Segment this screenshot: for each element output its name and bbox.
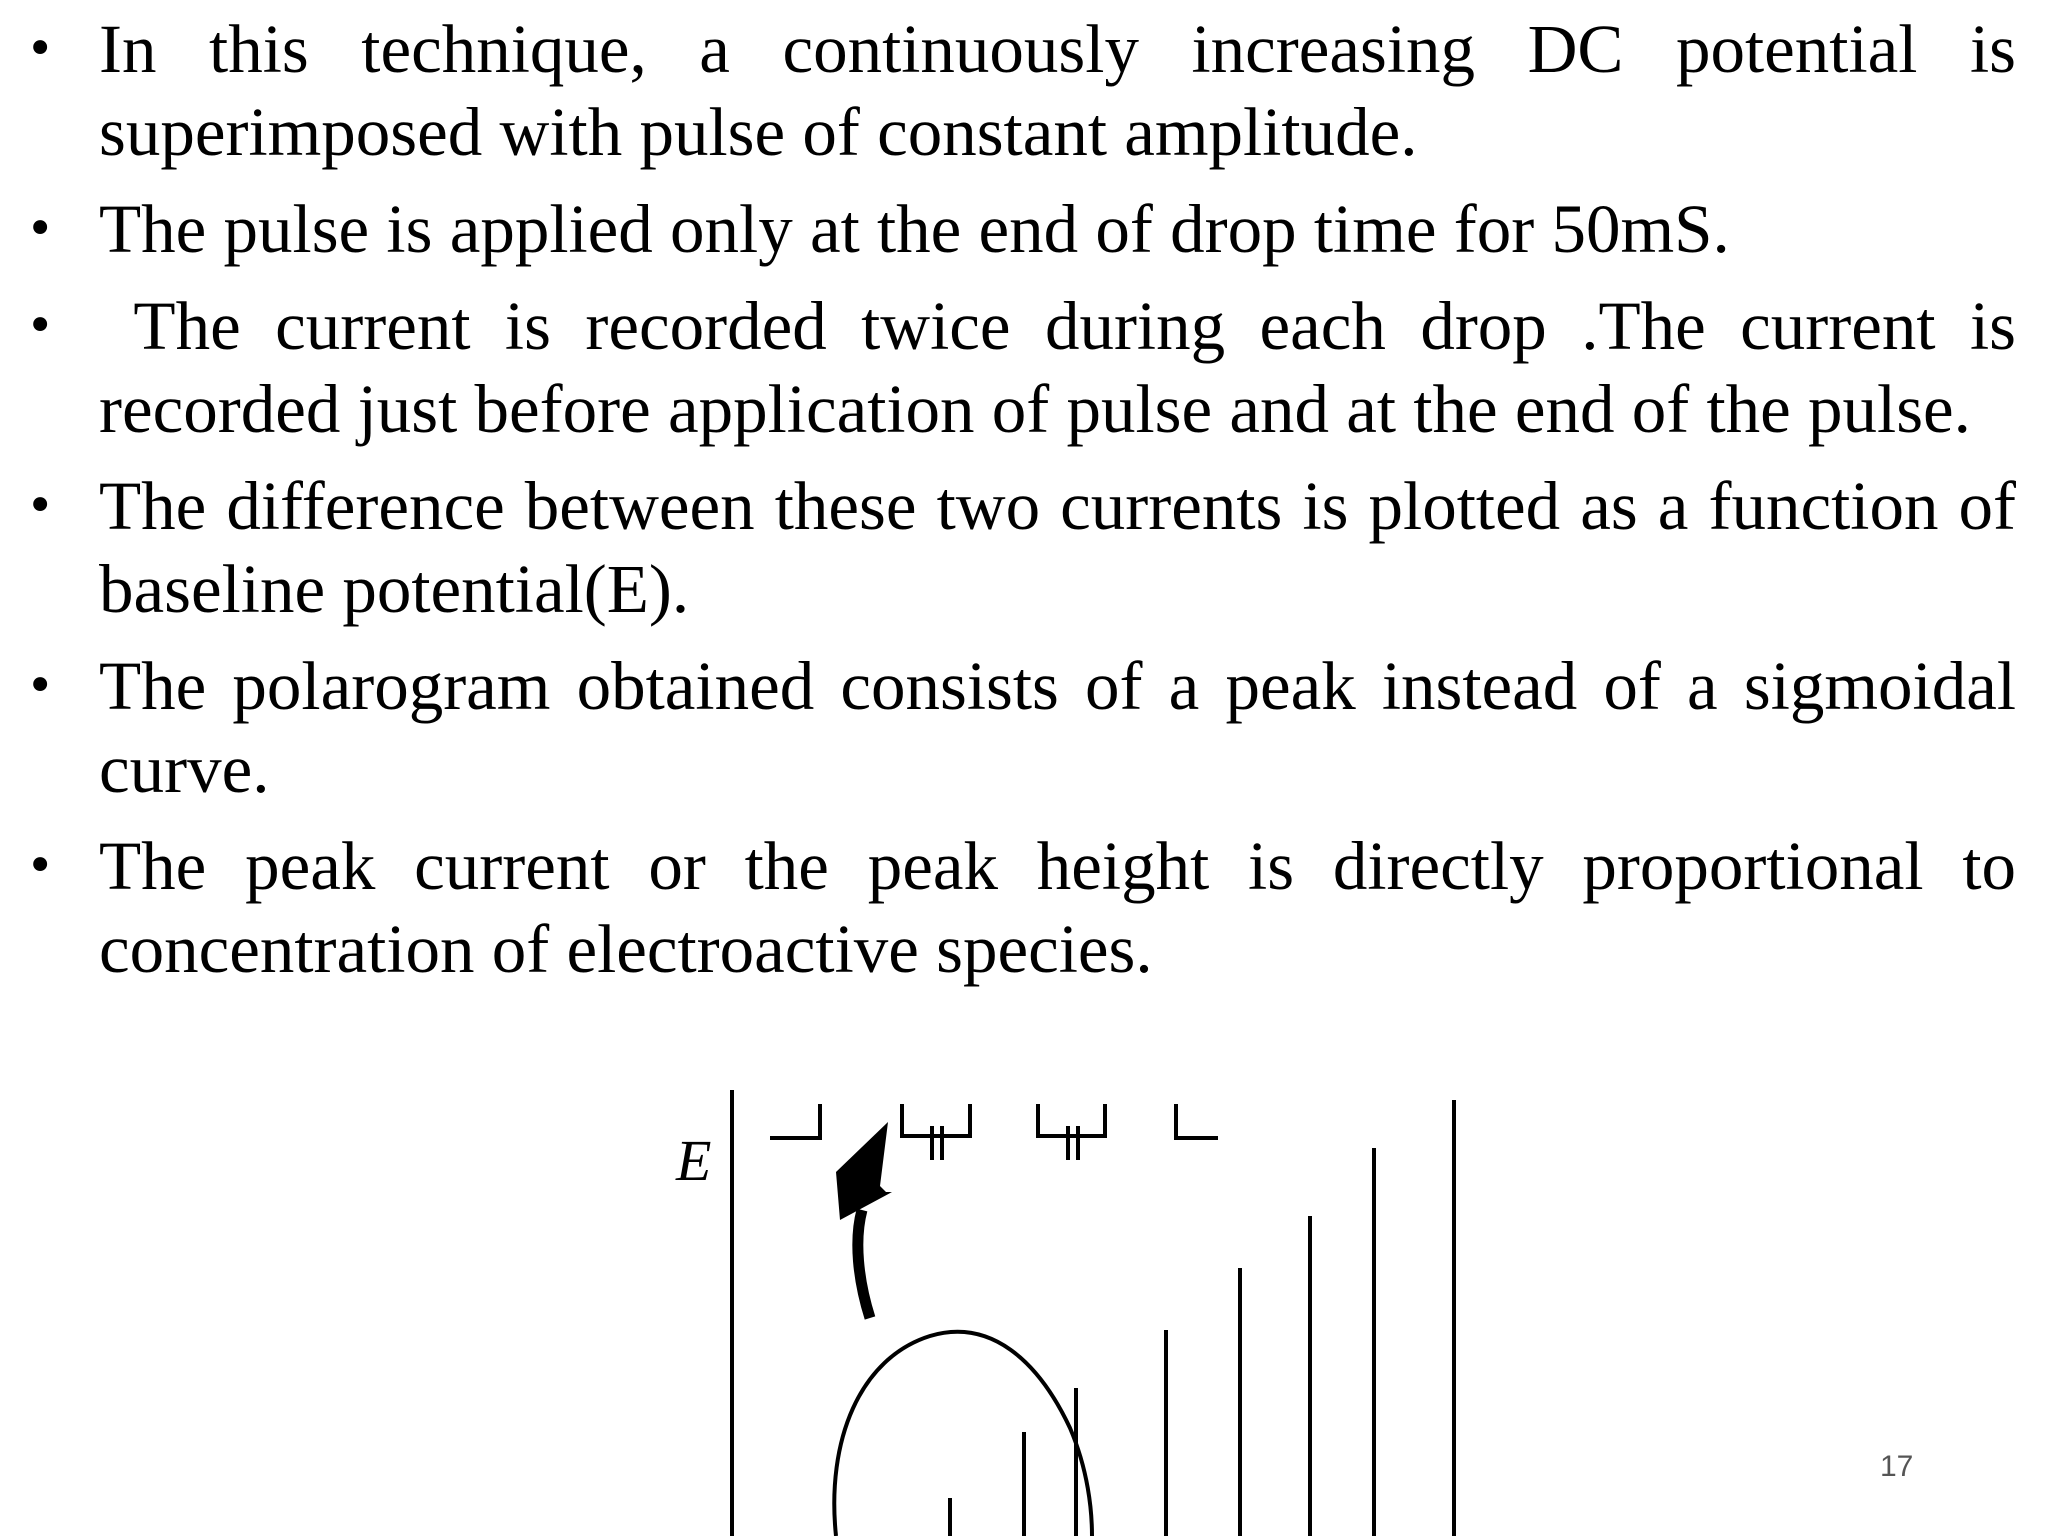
bullet-item-1	[0, 8, 2016, 174]
bullet-text: The peak current or the peak height is directly proportional to concentration of electroactive species.	[99, 828, 2016, 987]
mercury-drop-curve	[834, 1332, 1092, 1536]
bullet-text: In this technique, a continuously increasing DC potential is superimposed with pulse of constant amplitude.	[99, 11, 2016, 170]
potential-step-lines	[950, 1100, 1454, 1536]
pulse-waveform	[770, 1104, 1218, 1160]
bullet-dot: •	[26, 298, 55, 354]
bullet-text: The difference between these two currents is plotted as a function of baseline potential(E).	[99, 468, 2016, 627]
bullet-dot: •	[26, 478, 55, 534]
bullet-item-5	[0, 645, 2016, 811]
potential-axis-label: E	[676, 1128, 712, 1193]
bullet-dot: •	[26, 658, 55, 714]
bullet-text: The polarogram obtained consists of a peak instead of a sigmoidal curve.	[99, 648, 2016, 807]
bullet-dot: •	[26, 201, 55, 257]
pulse-polarography-diagram	[640, 1060, 1540, 1536]
bullet-dot: •	[26, 21, 55, 77]
bullet-item-6	[0, 825, 2016, 991]
bullet-dot: •	[26, 838, 55, 894]
bullet-item-3	[0, 285, 2034, 451]
bullet-item-2	[0, 188, 2016, 271]
bullet-text: The pulse is applied only at the end of drop time for 50mS.	[99, 191, 1730, 267]
bullet-item-4	[0, 465, 2016, 631]
page-number: 17	[1880, 1450, 1914, 1483]
drop-growth-arrow	[836, 1122, 892, 1318]
bullet-text: The current is recorded twice during each drop .The current is recorded just before application of pulse and at the end of the pulse.	[99, 288, 2034, 447]
bullet-list	[0, 8, 2048, 1005]
